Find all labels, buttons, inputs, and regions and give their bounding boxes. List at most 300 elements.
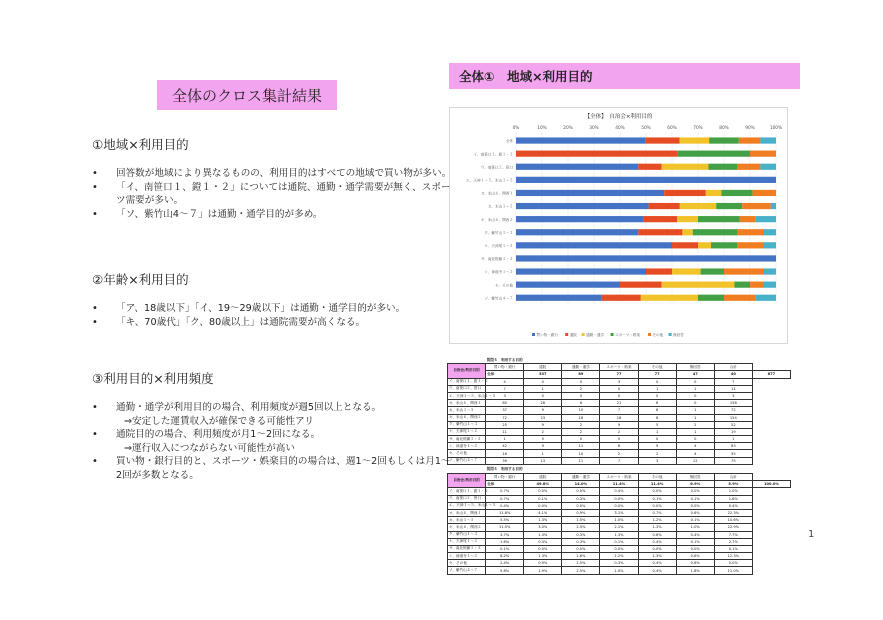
table-cell: 0.4% [638,567,676,574]
row-label: キ、米山６、関西２ [448,524,486,531]
table-cell: 0.3% [524,538,562,545]
table-cell: 1 [524,385,562,392]
table-cell: 1 [676,414,714,421]
bar-segment [662,164,709,170]
table-cell: 2 [600,428,638,435]
table-cell: 10 [562,450,600,457]
row-label: 全体 [486,371,524,378]
bar-segment [750,282,763,288]
table-cell: 2 [562,428,600,435]
row-label: イ、南笹口１、鐙１・２ [448,378,486,385]
bar-segment [516,177,776,183]
table-cell: 0.1% [676,538,714,545]
bar-segment [602,295,641,301]
column-header: 通勤・通学 [562,474,600,481]
table-cell: 47 [676,371,714,378]
table-cell: 11 [562,457,600,464]
bar-segment [698,216,740,222]
table-cell: 1.2% [638,517,676,524]
table-cell: 0.0% [676,488,714,495]
bar-segment [760,164,776,170]
bar-segment [516,137,646,143]
table-cell: 39 [486,457,524,464]
table-cell: 2 [600,450,638,457]
row-label: カ、米山１～５ [448,407,486,414]
bullet-list [92,401,452,482]
table-cell: 1.2% [600,553,638,560]
bullet-text: 通院目的の場合、利用頻度が月1～2回になる。 [116,429,321,440]
table-cell: 0 [676,392,714,399]
chart-section-heading: 全体① 地域×利用目的 [449,63,800,89]
table-cell: 49.8% [524,481,562,488]
table-cell: 0 [562,392,600,399]
category-label: オ、米山６、関西１ [480,191,513,196]
table-cell: 0 [638,378,676,385]
category-label: シ、神道寺１～２ [484,270,513,275]
table-row [448,392,791,399]
table-cell: 0.0% [676,502,714,509]
section-purpose-frequency [92,369,452,482]
bar-segment [646,137,680,143]
table-cell: 0 [524,378,562,385]
table-cell: 42 [486,443,524,450]
table-cell: 2 [562,421,600,428]
chart-canvas [450,108,789,345]
category-label: キ、米山６、関西２ [480,217,513,222]
bar-segment [620,282,662,288]
table-row [448,502,791,509]
table-cell: 0.0% [638,488,676,495]
section-age-purpose [92,270,452,329]
table-cell: 0 [562,436,600,443]
table-row [448,481,791,488]
table-corner: 自治会/利用目的 [448,474,486,488]
legend-label: その他 [652,333,664,337]
table-cell: 77 [638,371,676,378]
table-cell: 11.0% [714,567,752,574]
x-tick-label: 90% [745,126,755,131]
bullet-item: • 「ア、18歳以下」「イ、19～29歳以下」は通勤・通学目的が多い。 [92,302,452,316]
table-cell: 7 [600,407,638,414]
bullet-item: • 「キ、70歳代」「ク、80歳以上」は通院需要が高くなる。 [92,316,452,330]
table-cell: 1.6% [562,553,600,560]
legend-label: 無回答 [673,333,684,337]
bullet-item: • 回答数が地域により異なるものの、利用目的はすべての地域で買い物が多い。 [92,167,452,181]
table-cell: 0.4% [714,502,752,509]
bullet-subtext: ⇒安定した運賃収入が確保できる可能性アリ [124,415,314,427]
table-cell: 2 [638,450,676,457]
table-cell: 4 [676,450,714,457]
bar-segment [516,282,620,288]
table-cell: 8 [638,407,676,414]
column-header: 合計 [714,364,752,371]
table-cell: 0.6% [676,553,714,560]
table-cell: 1.8% [676,567,714,574]
table-cell: 1 [486,436,524,443]
table-row [448,553,791,560]
table-row [448,488,791,495]
table-cell: 1 [638,428,676,435]
table-row [448,371,791,378]
bar-segment [646,268,672,274]
table-cell: 0.4% [676,531,714,538]
table-cell: 2.1% [600,524,638,531]
table-cell: 1 [676,407,714,414]
table-cell: 4 [676,443,714,450]
bullet-item: • 「ソ、紫竹山4～７」は通勤・通学目的が多め。 [92,208,452,222]
table-cell: 0 [600,385,638,392]
table-cell: 0.0% [600,545,638,552]
row-label: ウ、南笹口２、笹口 [448,385,486,392]
bar-segment [516,190,664,196]
table-cell: 0 [638,392,676,399]
table-cell: 0.7% [486,495,524,502]
bar-segment [693,229,737,235]
table-cell: 10.6% [714,517,752,524]
bar-segment [680,137,710,143]
table-row [448,509,791,516]
row-label: セ、その他 [448,450,486,457]
section-heading: ②年齢×利用目的 [92,272,189,287]
bar-segment [698,242,711,248]
table-cell: 8 [638,414,676,421]
bullet-text: 通勤・通学が利用目的の場合、利用頻度が週5回以上となる。 [116,402,382,413]
bullet-list [92,167,452,221]
table-cell: 1 [676,428,714,435]
table-cell: 0.0% [562,488,600,495]
category-label: ケ、天神尾１～２ [484,243,513,248]
table-cell: 37 [486,407,524,414]
legend-swatch [669,333,672,336]
table-cell: 5.8% [486,567,524,574]
row-label: シ、神道寺１～２ [448,553,486,560]
table-cell: 0.3% [562,495,600,502]
table-cell: 0.1% [600,538,638,545]
table-cell: 2.7% [714,538,752,545]
bar-segment [724,295,755,301]
bar-segment [516,268,646,274]
bar-segment [677,216,698,222]
bar-segment [516,295,602,301]
bar-segment [708,164,737,170]
table-cell: 1 [714,436,752,443]
category-label: 全体 [505,139,513,144]
table-cell: 2 [562,385,600,392]
table-cell: 0.4% [600,488,638,495]
table-cell: 5.5% [486,517,524,524]
bar-segment [721,190,752,196]
table-cell: 9 [600,421,638,428]
column-header: 通院 [524,364,562,371]
table-cell: 0.0% [600,495,638,502]
table-cell: 1.0% [676,524,714,531]
bullet-subtext: ⇒運行収入につながらない可能性が高い [124,442,295,454]
page-title [157,80,337,110]
category-label: セ、その他 [495,283,513,288]
chart-title: 【全体】 自治会×利用目的 [584,114,653,120]
table-cell: 28 [524,400,562,407]
table-cell: 0.0% [600,502,638,509]
table-cell: 0.0% [524,488,562,495]
bar-segment [649,203,680,209]
bar-segment [680,203,716,209]
legend-label: 通勤・通学 [586,333,605,337]
table-cell: 11 [486,428,524,435]
table-cell: 0.1% [524,495,562,502]
table-cell: 11.5% [486,524,524,531]
row-label: ク、紫竹山１～３ [448,421,486,428]
table-cell: 3 [638,457,676,464]
table-cell: 2.4% [486,560,524,567]
bar-segment [709,137,739,143]
table-cell: 1.3% [524,531,562,538]
legend-swatch [565,333,568,336]
legend-swatch [611,333,614,336]
row-label: キ、米山６、関西２ [448,414,486,421]
table-cell: 19 [714,428,752,435]
bar-segment [742,203,771,209]
table-cell: 0.0% [562,502,600,509]
row-label: 全体 [486,481,524,488]
table-cell: 6.2% [486,553,524,560]
bar-segment [516,151,677,157]
table-cell: 1.3% [524,517,562,524]
column-header: スポーツ・娯楽 [600,474,638,481]
bar-segment [737,164,760,170]
table-cell: 0 [524,392,562,399]
table-row [448,531,791,538]
table-cell: 1 [524,450,562,457]
column-header: スポーツ・娯楽 [600,364,638,371]
table-cell: 7 [714,378,752,385]
bullet-list [92,302,452,329]
bar-segment [516,229,638,235]
column-header: 通院 [524,474,562,481]
legend-label: スポーツ・娯楽 [615,333,641,337]
table-cell: 25 [486,421,524,428]
category-label: サ、南北格雑１・２ [480,257,513,262]
count-table-grid [447,357,791,465]
bar-segment [516,164,638,170]
table-cell: 5.0% [714,560,752,567]
table-cell: 1.0% [714,488,752,495]
table-cell: 154 [714,414,752,421]
bar-segment [664,190,706,196]
table-cell: 1.3% [638,553,676,560]
bar-segment [672,242,698,248]
bar-segment [516,255,776,261]
table-cell: 1.6% [486,538,524,545]
table-cell: 14.0% [562,481,600,488]
legend-swatch [582,333,585,336]
table-row [448,545,791,552]
bar-segment [740,216,756,222]
table-cell: 1.6% [714,495,752,502]
table-cell: 52 [714,421,752,428]
category-label: ソ、紫竹山４～７ [484,296,513,301]
x-tick-label: 70% [693,126,703,131]
table-caption: 質問４ 利用する目的 [486,357,523,362]
table-cell: 75 [714,457,752,464]
row-label: エ、天神１～５、米山１～５ [448,392,486,399]
table-cell: 9 [524,443,562,450]
table-row [448,560,791,567]
bar-segment [724,268,763,274]
table-cell: 1.9% [524,567,562,574]
table-caption: 質問４ 利用する目的 [486,467,523,472]
section-heading: ③利用目的×利用頻度 [92,371,214,386]
bar-segment [516,242,672,248]
bar-segment [755,216,776,222]
legend-label: 買い物・銀行 [536,333,559,337]
column-header: 無回答 [676,474,714,481]
table-cell: 158 [714,400,752,407]
x-tick-label: 50% [641,126,651,131]
table-cell: 0.1% [638,495,676,502]
table-cell: 677 [752,371,790,378]
bar-segment [716,203,742,209]
table-cell: 89 [562,371,600,378]
column-header: 通勤・通学 [562,364,600,371]
category-label: ク、紫竹山１～３ [484,230,513,235]
bar-segment [662,282,735,288]
bar-segment [755,295,776,301]
x-tick-label: 40% [615,126,625,131]
column-header: 無回答 [676,364,714,371]
table-cell: 1.3% [524,553,562,560]
row-label: エ、天神１～５、米山１～５ [448,502,486,509]
table-cell: 6.9% [676,481,714,488]
table-cell: 0 [676,400,714,407]
table-cell: 1 [638,385,676,392]
table-cell: 0.0% [638,502,676,509]
table-corner: 自治会/利用目的 [448,364,486,378]
row-label: セ、その他 [448,560,486,567]
table-cell: 0.7% [638,509,676,516]
table-cell: 0 [676,436,714,443]
stacked-bar-chart [449,107,788,344]
table-cell: 2 [524,428,562,435]
table-cell: 3 [486,392,524,399]
bar-segment [672,268,701,274]
table-cell: 4.1% [524,509,562,516]
table-cell: 3.0% [524,524,562,531]
table-cell: 0.6% [676,509,714,516]
row-label: サ、南北格雑１・２ [448,545,486,552]
column-header: 買い物・銀行 [486,364,524,371]
table-cell: 16 [486,450,524,457]
column-header: 買い物・銀行 [486,474,524,481]
category-label: エ、天神１～５、米山１～５ [466,178,513,183]
table-cell: 6 [562,400,600,407]
table-cell: 35 [714,450,752,457]
table-cell: 0 [562,378,600,385]
section-heading: ①地域×利用目的 [92,137,189,152]
table-row [448,450,791,457]
column-header: その他 [638,364,676,371]
bar-segment [734,282,750,288]
bullet-item [92,455,452,482]
bar-segment [706,190,722,196]
table-cell: 100.0% [752,481,790,488]
row-label: イ、南笹口１、鐙１・２ [448,488,486,495]
table-cell: 7 [600,457,638,464]
table-cell: 1.0% [600,567,638,574]
table-cell: 0.7% [486,488,524,495]
bar-segment [753,190,776,196]
table-cell: 6 [638,400,676,407]
bullet-item [92,428,452,455]
x-tick-label: 0% [512,126,520,131]
table-cell: 0.0% [524,502,562,509]
table-cell: 9 [524,407,562,414]
row-label: ソ、紫竹山４～７ [448,567,486,574]
table-cell: 10 [562,407,600,414]
row-label: オ、米山６、関西１ [448,400,486,407]
bullet-item [92,401,452,428]
table-row [448,436,791,443]
table-cell: 40 [714,371,752,378]
row-label: ク、紫竹山１～３ [448,531,486,538]
table-cell: 18 [562,414,600,421]
table-row [448,414,791,421]
table-row [448,524,791,531]
table-cell: 72 [486,414,524,421]
table-cell: 0.3% [600,560,638,567]
table-cell: 0.9% [524,560,562,567]
column-header: 合計 [714,474,752,481]
table-cell: 3 [714,392,752,399]
table-cell: 0.6% [638,531,676,538]
table-cell: 0.3% [562,531,600,538]
bar-segment [643,216,677,222]
table-cell: 3 [600,378,638,385]
row-label: サ、南北格雑１・２ [448,436,486,443]
table-row [448,517,791,524]
table-cell: 5 [638,421,676,428]
table-cell: 0 [638,436,676,443]
category-label: カ、米山１～５ [487,204,513,209]
table-row [448,443,791,450]
table-cell: 0.1% [676,495,714,502]
table-cell: 0.4% [638,538,676,545]
table-row [448,428,791,435]
table-row [448,457,791,464]
table-cell: 22.3% [714,509,752,516]
percent-table-grid [447,467,791,575]
table-cell: 72 [714,407,752,414]
cross-tabulation-tables [447,357,791,577]
row-label: カ、米山１～５ [448,517,486,524]
table-cell: 11.4% [638,481,676,488]
table-cell: 337 [524,371,562,378]
table-cell: 12.3% [714,553,752,560]
table-cell: 12 [676,457,714,464]
table-cell: 0.0% [676,545,714,552]
table-cell: 0 [600,392,638,399]
x-tick-label: 100% [769,126,783,131]
table-cell: 2.5% [562,567,600,574]
table-row [448,407,791,414]
bullet-item: • 「イ、南笹口１、鐙１・２」については通院、通勤・通学需要が無く、スポーツ需要が多い。 [92,181,452,208]
bar-segment [763,268,776,274]
bar-segment [701,268,724,274]
table-cell: 0.4% [638,560,676,567]
table-cell: 7.7% [714,531,752,538]
table-row [448,400,791,407]
table-cell: 23 [524,414,562,421]
table-cell: 0.1% [676,517,714,524]
